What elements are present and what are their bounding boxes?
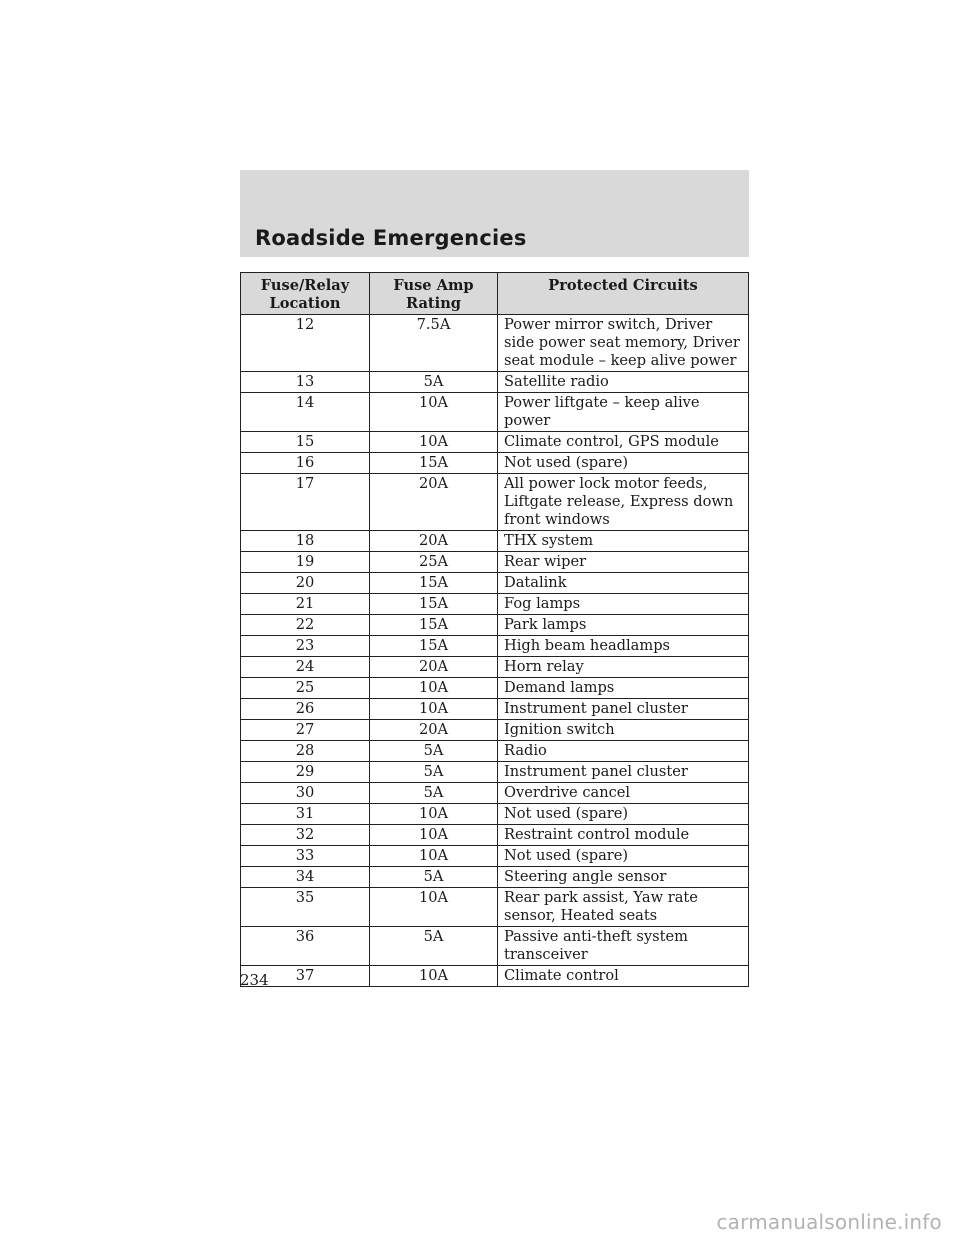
table-row [241, 573, 749, 594]
fuse-location-cell: 31 [241, 804, 370, 825]
table-row [241, 867, 749, 888]
protected-circuit-cell: Instrument panel cluster [498, 762, 749, 783]
fuse-location-cell: 13 [241, 372, 370, 393]
fuse-table-header [241, 273, 749, 315]
fuse-location-cell: 27 [241, 720, 370, 741]
watermark: carmanualsonline.info [716, 1210, 942, 1234]
fuse-location-cell: 22 [241, 615, 370, 636]
protected-circuit-cell: Not used (spare) [498, 453, 749, 474]
fuse-table-body [241, 315, 749, 987]
fuse-location-cell: 24 [241, 657, 370, 678]
table-row [241, 825, 749, 846]
fuse-amp-cell: 10A [370, 432, 498, 453]
protected-circuit-cell: Park lamps [498, 615, 749, 636]
fuse-amp-cell: 5A [370, 762, 498, 783]
table-row [241, 372, 749, 393]
fuse-amp-cell: 15A [370, 453, 498, 474]
fuse-location-cell: 19 [241, 552, 370, 573]
fuse-amp-cell: 5A [370, 372, 498, 393]
table-header-row [241, 273, 749, 315]
fuse-amp-cell: 15A [370, 594, 498, 615]
header-protected-circuits [498, 273, 749, 315]
header-location-label: Fuse/Relay Location [260, 277, 350, 312]
fuse-location-cell: 28 [241, 741, 370, 762]
fuse-location-cell: 12 [241, 315, 370, 372]
fuse-amp-cell: 10A [370, 825, 498, 846]
fuse-amp-cell: 15A [370, 636, 498, 657]
fuse-amp-cell: 10A [370, 678, 498, 699]
fuse-amp-cell: 10A [370, 804, 498, 825]
table-row [241, 393, 749, 432]
header-circuits-label: Protected Circuits [548, 277, 698, 294]
table-row [241, 741, 749, 762]
protected-circuit-cell: THX system [498, 531, 749, 552]
fuse-amp-cell: 5A [370, 867, 498, 888]
protected-circuit-cell: Fog lamps [498, 594, 749, 615]
fuse-location-cell: 23 [241, 636, 370, 657]
fuse-location-cell: 30 [241, 783, 370, 804]
fuse-location-cell: 21 [241, 594, 370, 615]
protected-circuit-cell: Datalink [498, 573, 749, 594]
protected-circuit-cell: Instrument panel cluster [498, 699, 749, 720]
fuse-amp-cell: 20A [370, 657, 498, 678]
fuse-location-cell: 20 [241, 573, 370, 594]
page-number: 234 [240, 971, 269, 989]
fuse-amp-cell: 5A [370, 927, 498, 966]
table-row [241, 594, 749, 615]
fuse-location-cell: 37 [241, 966, 370, 987]
protected-circuit-cell: Climate control [498, 966, 749, 987]
protected-circuit-cell: Not used (spare) [498, 804, 749, 825]
table-row [241, 615, 749, 636]
fuse-location-cell: 14 [241, 393, 370, 432]
fuse-location-cell: 29 [241, 762, 370, 783]
table-row [241, 783, 749, 804]
protected-circuit-cell: Rear park assist, Yaw rate sensor, Heated seats [498, 888, 749, 927]
table-row [241, 678, 749, 699]
fuse-amp-cell: 10A [370, 699, 498, 720]
table-row [241, 531, 749, 552]
table-row [241, 888, 749, 927]
table-row [241, 315, 749, 372]
fuse-amp-cell: 7.5A [370, 315, 498, 372]
table-row [241, 762, 749, 783]
fuse-location-cell: 15 [241, 432, 370, 453]
header-fuse-relay-location [241, 273, 370, 315]
table-row [241, 474, 749, 531]
fuse-location-cell: 36 [241, 927, 370, 966]
section-title: Roadside Emergencies [255, 226, 527, 250]
protected-circuit-cell: Ignition switch [498, 720, 749, 741]
fuse-amp-cell: 10A [370, 966, 498, 987]
fuse-location-cell: 17 [241, 474, 370, 531]
table-row [241, 846, 749, 867]
fuse-location-cell: 16 [241, 453, 370, 474]
fuse-amp-cell: 25A [370, 552, 498, 573]
table-row [241, 432, 749, 453]
table-row [241, 636, 749, 657]
fuse-amp-cell: 5A [370, 741, 498, 762]
protected-circuit-cell: Climate control, GPS module [498, 432, 749, 453]
protected-circuit-cell: Radio [498, 741, 749, 762]
fuse-amp-cell: 15A [370, 573, 498, 594]
protected-circuit-cell: Demand lamps [498, 678, 749, 699]
fuse-amp-cell: 10A [370, 888, 498, 927]
protected-circuit-cell: Horn relay [498, 657, 749, 678]
protected-circuit-cell: Power mirror switch, Driver side power seat memory, Driver seat module – keep alive power [498, 315, 749, 372]
fuse-amp-cell: 10A [370, 846, 498, 867]
fuse-amp-cell: 10A [370, 393, 498, 432]
protected-circuit-cell: Steering angle sensor [498, 867, 749, 888]
fuse-location-cell: 25 [241, 678, 370, 699]
table-row [241, 699, 749, 720]
fuse-location-cell: 33 [241, 846, 370, 867]
header-fuse-amp-rating [370, 273, 498, 315]
fuse-location-cell: 18 [241, 531, 370, 552]
table-row [241, 657, 749, 678]
table-row [241, 720, 749, 741]
protected-circuit-cell: Restraint control module [498, 825, 749, 846]
table-row [241, 927, 749, 966]
table-row [241, 804, 749, 825]
fuse-amp-cell: 20A [370, 720, 498, 741]
fuse-amp-cell: 20A [370, 531, 498, 552]
table-row [241, 453, 749, 474]
protected-circuit-cell: Satellite radio [498, 372, 749, 393]
fuse-location-cell: 34 [241, 867, 370, 888]
fuse-amp-cell: 20A [370, 474, 498, 531]
protected-circuit-cell: All power lock motor feeds, Liftgate release, Express down front windows [498, 474, 749, 531]
protected-circuit-cell: Not used (spare) [498, 846, 749, 867]
protected-circuit-cell: Power liftgate – keep alive power [498, 393, 749, 432]
protected-circuit-cell: High beam headlamps [498, 636, 749, 657]
protected-circuit-cell: Rear wiper [498, 552, 749, 573]
fuse-amp-cell: 5A [370, 783, 498, 804]
table-row [241, 966, 749, 987]
fuse-amp-cell: 15A [370, 615, 498, 636]
fuse-location-cell: 26 [241, 699, 370, 720]
header-amp-label: Fuse Amp Rating [393, 277, 474, 312]
table-row [241, 552, 749, 573]
fuse-location-cell: 35 [241, 888, 370, 927]
protected-circuit-cell: Overdrive cancel [498, 783, 749, 804]
protected-circuit-cell: Passive anti-theft system transceiver [498, 927, 749, 966]
fuse-location-cell: 32 [241, 825, 370, 846]
fuse-table [240, 272, 749, 987]
